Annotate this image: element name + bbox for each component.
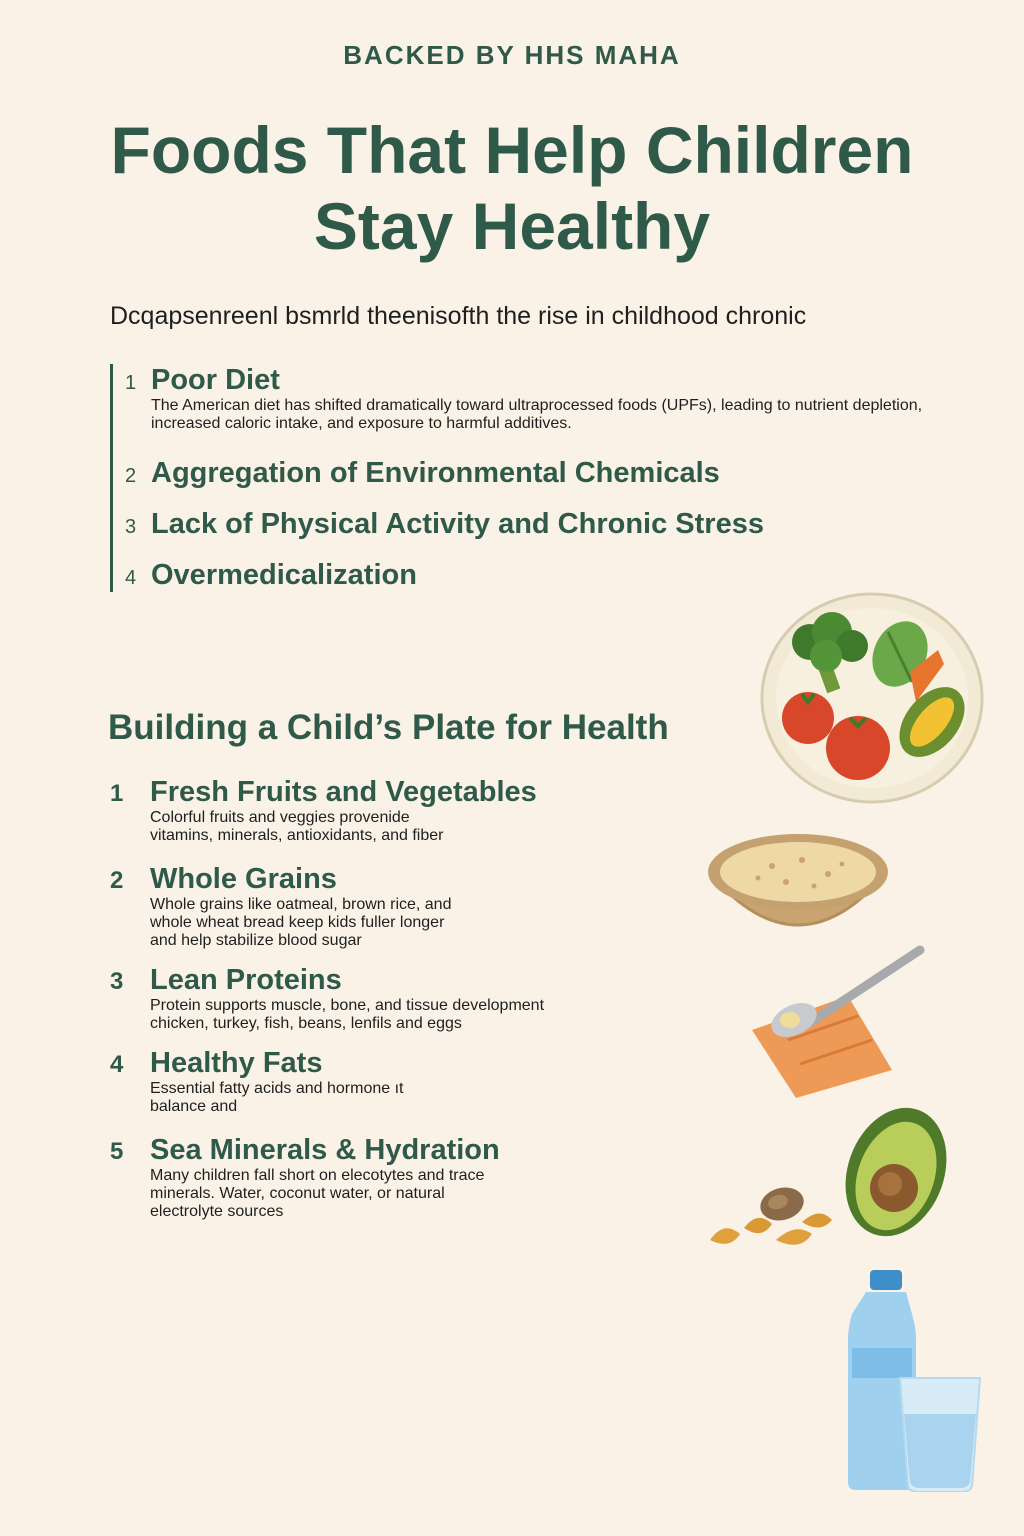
body-line: chicken, turkey, fish, beans, lenfils and eggs — [150, 1015, 462, 1032]
plate-item-number: 3 — [110, 968, 124, 995]
section-heading: Building a Child’s Plate for Health — [108, 708, 669, 747]
page-title-line-1: Foods That Help Children — [110, 113, 914, 187]
plate-item-title: Healthy Fats — [150, 1047, 323, 1079]
plate-item-title: Sea Minerals & Hydration — [150, 1134, 500, 1166]
cause-number: 3 — [125, 516, 137, 538]
causes-list — [110, 364, 1005, 592]
plate-item-number: 2 — [110, 867, 124, 894]
plate-item-number: 5 — [110, 1138, 124, 1165]
cause-item — [125, 508, 1005, 541]
body-line: vitamins, minerals, antioxidants, and fiber — [150, 827, 444, 844]
body-line: Colorful fruits and veggies provenide — [150, 809, 410, 826]
page-title — [0, 112, 1024, 264]
cause-item — [125, 364, 1005, 433]
cause-item — [125, 457, 1005, 490]
plate-item-body — [150, 997, 850, 1033]
body-line: and help stabilize blood sugar — [150, 932, 362, 949]
water-bottle-icon — [842, 1268, 988, 1492]
body-line: Protein supports muscle, bone, and tissue development — [150, 997, 545, 1014]
plate-item-number: 1 — [110, 780, 124, 807]
salmon-spoon-icon — [748, 940, 932, 1100]
cause-body: The American diet has shifted dramatically toward ultraprocessed foods (UPFs), leading to nutrient depletion, increased caloric intake, and exposure to harmful additives. — [151, 397, 923, 432]
body-line: electrolyte sources — [150, 1203, 284, 1220]
body-line: minerals. Water, coconut water, or natural — [150, 1185, 445, 1202]
cause-title: Poor Diet — [151, 364, 280, 396]
oatmeal-bowl-icon — [702, 820, 894, 956]
cause-title: Aggregation of Environmental Chemicals — [151, 457, 720, 489]
avocado-icon — [704, 1104, 954, 1264]
cause-title: Overmedicalization — [151, 559, 417, 591]
intro-text: Dcqapsenreenl bsmrld theenisofth the rise in childhood chronic — [110, 302, 807, 330]
vegetable-plate-icon — [760, 592, 985, 804]
cause-number: 4 — [125, 567, 137, 589]
cause-number: 2 — [125, 465, 137, 487]
kicker-label: BACKED BY HHS MAHA — [343, 40, 681, 70]
plate-item-title: Fresh Fruits and Vegetables — [150, 776, 537, 808]
body-line: balance and — [150, 1098, 238, 1115]
body-line: Whole grains like oatmeal, brown rice, and — [150, 896, 452, 913]
plate-item-title: Lean Proteins — [150, 964, 342, 996]
plate-item-title: Whole Grains — [150, 863, 337, 895]
cause-title: Lack of Physical Activity and Chronic Stress — [151, 508, 764, 540]
body-line: Many children fall short on elecotytes and trace — [150, 1167, 485, 1184]
plate-item-number: 4 — [110, 1051, 124, 1078]
plate-item — [110, 964, 850, 1033]
page-title-line-2: Stay Healthy — [313, 189, 711, 263]
cause-number: 1 — [125, 372, 137, 394]
body-line: whole wheat bread keep kids fuller longer — [150, 914, 445, 931]
cause-item — [125, 559, 1005, 592]
body-line: Essential fatty acids and hormone ıt — [150, 1080, 404, 1097]
